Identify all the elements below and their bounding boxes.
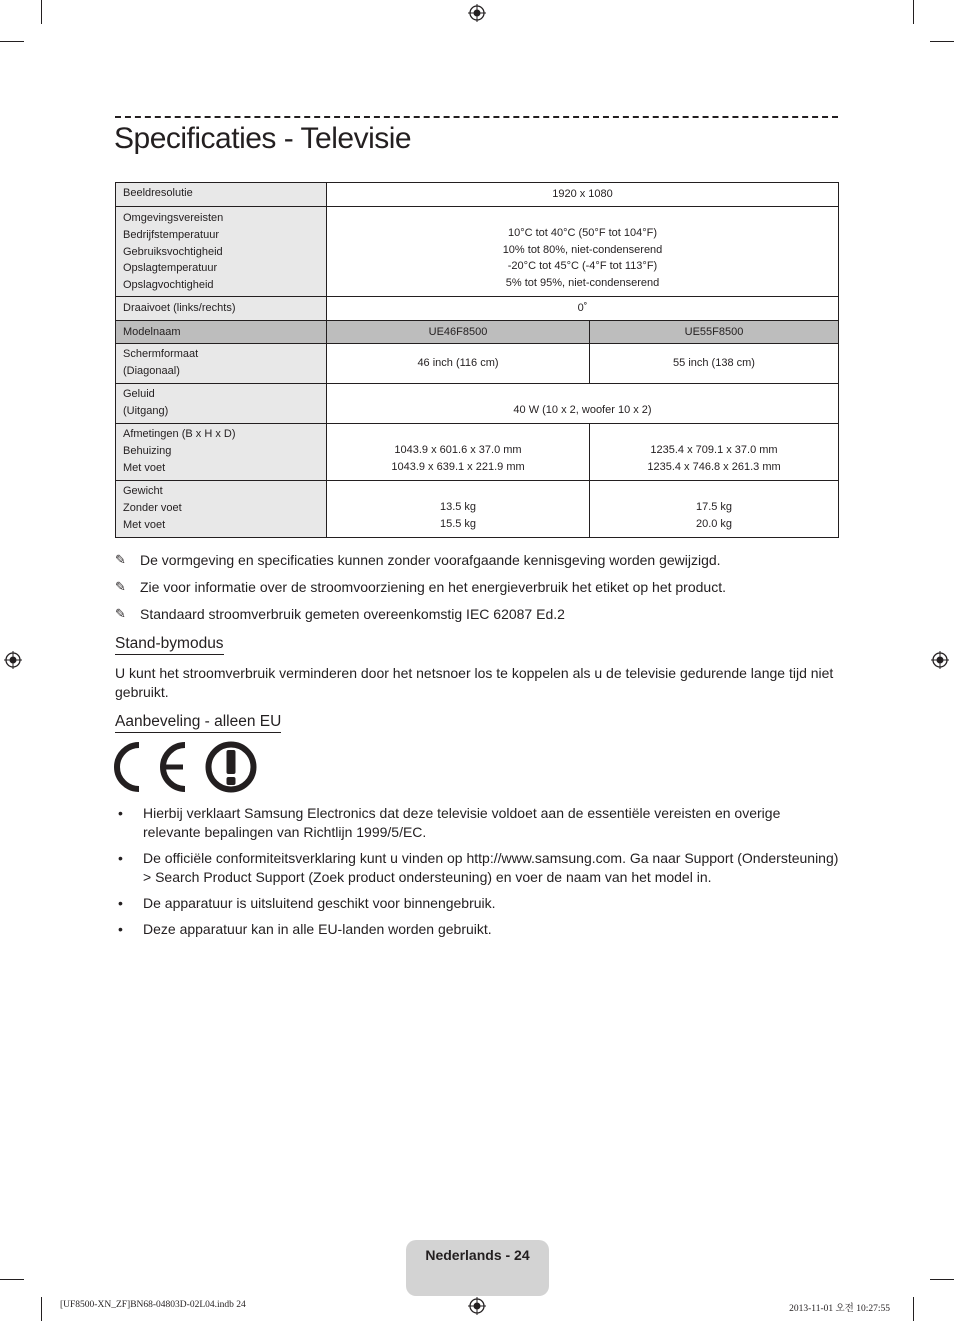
env-label-storage-temp: Opslagtemperatuur [123, 262, 218, 275]
note-item [115, 604, 839, 631]
standby-heading: Stand-bymodus [115, 635, 224, 655]
recommendation-heading: Aanbeveling - alleen EU [115, 713, 281, 733]
screen-size-label: Schermformaat [123, 347, 199, 360]
pencil-note-icon: ✎ [115, 552, 126, 567]
crop-mark [930, 41, 954, 42]
list-item [115, 804, 839, 842]
crop-mark [913, 1297, 914, 1321]
env-label-operating-humidity: Gebruiksvochtigheid [123, 245, 223, 258]
dimensions-label: Afmetingen (B x H x D) [123, 427, 236, 440]
weight-col1-stand: 15.5 kg [439, 518, 477, 531]
dimensions-col1 [327, 423, 590, 480]
table-row-model [116, 320, 839, 343]
dimensions-col1-stand: 1043.9 x 639.1 x 221.9 mm [391, 461, 525, 474]
list-item [115, 849, 839, 887]
row-label-environment [116, 207, 327, 297]
row-label-resolution: Beeldresolutie [116, 183, 327, 207]
screen-size-sublabel: (Diagonaal) [123, 364, 180, 377]
bullet-dot-icon: • [118, 921, 123, 937]
env-storage-temp: -20°C tot 45°C (-4°F tot 113°F) [507, 260, 658, 273]
row-label-weight [116, 480, 327, 537]
row-label-sound [116, 383, 327, 423]
env-label-storage-humidity: Opslagvochtigheid [123, 279, 214, 292]
file-slug: [UF8500-XN_ZF]BN68-04803D-02L04.indb 24 [60, 1300, 246, 1310]
dimensions-col2-stand: 1235.4 x 746.8 x 261.3 mm [647, 461, 781, 474]
table-row [116, 480, 839, 537]
crop-mark [41, 0, 42, 24]
env-storage-humidity: 5% tot 95%, niet-condenserend [505, 277, 660, 290]
crop-mark [0, 41, 24, 42]
page-number-label: Nederlands - 24 [425, 1247, 530, 1263]
weight-sublabel-no-stand: Zonder voet [123, 501, 182, 514]
registration-mark-icon [4, 651, 22, 669]
weight-col1-no-stand: 13.5 kg [439, 501, 477, 514]
pencil-note-icon: ✎ [115, 579, 126, 594]
pencil-note-icon: ✎ [115, 606, 126, 621]
list-item-text: De apparatuur is uitsluitend geschikt voor binnengebruik. [143, 895, 496, 911]
dimensions-sublabel-stand: Met voet [123, 461, 166, 474]
row-label-screen-size [116, 343, 327, 383]
registration-mark-icon [931, 651, 949, 669]
bullet-dot-icon: • [118, 805, 123, 821]
env-label-heading: Omgevingsvereisten [123, 212, 224, 224]
row-label-model: Modelnaam [116, 320, 327, 343]
row-label-dimensions [116, 423, 327, 480]
spec-table [115, 182, 839, 538]
standby-text: U kunt het stroomverbruik verminderen door het netsnoer los te koppelen als u de televisie gedurende lange tijd niet gebruikt. [115, 665, 834, 700]
env-operating-humidity: 10% tot 80%, niet-condenserend [502, 243, 663, 256]
table-row [116, 423, 839, 480]
page-number-tab [406, 1240, 549, 1296]
bullet-dot-icon: • [118, 895, 123, 911]
weight-label: Gewicht [123, 484, 163, 497]
dimensions-col2 [590, 423, 839, 480]
ce-mark-logo [113, 740, 263, 796]
table-row [116, 296, 839, 320]
crop-mark [930, 1279, 954, 1280]
registration-mark-icon [468, 1297, 486, 1315]
row-label-swivel: Draaivoet (links/rechts) [116, 296, 327, 320]
table-row [116, 343, 839, 383]
note-text: De vormgeving en specificaties kunnen zonder voorafgaande kennisgeving worden gewijzigd. [140, 552, 721, 568]
bullet-dot-icon: • [118, 850, 123, 866]
dimensions-col1-body: 1043.9 x 601.6 x 37.0 mm [394, 444, 522, 457]
sound-value: 40 W (10 x 2, woofer 10 x 2) [327, 383, 839, 423]
table-row [116, 183, 839, 207]
dimensions-sublabel-body: Behuizing [123, 444, 172, 457]
title-divider [115, 116, 838, 118]
crop-mark [913, 0, 914, 24]
list-item-text: De officiële conformiteitsverklaring kunt u vinden op http://www.samsung.com. Ga naar Support (Ondersteuning) > Search Product Support (Zoek product ondersteuning) en voer de naam van het model in. [143, 850, 839, 885]
env-label-operating-temp: Bedrijfstemperatuur [123, 228, 219, 241]
crop-mark [0, 1279, 24, 1280]
weight-sublabel-stand: Met voet [123, 518, 166, 531]
screen-size-col2: 55 inch (138 cm) [590, 343, 839, 383]
environment-values [327, 207, 839, 297]
list-item-text: Hierbij verklaart Samsung Electronics dat deze televisie voldoet aan de essentiële vereisten en overige relevante bepalingen van Richtlijn 1999/5/EC. [143, 805, 781, 840]
crop-mark [41, 1297, 42, 1321]
list-item [115, 920, 839, 939]
note-text: Zie voor informatie over de stroomvoorziening en het energieverbruik het etiket op het product. [140, 579, 726, 595]
notes-list [115, 550, 839, 631]
weight-col2-stand: 20.0 kg [695, 518, 733, 531]
weight-col2-no-stand: 17.5 kg [695, 501, 733, 514]
screen-size-col1: 46 inch (116 cm) [327, 343, 590, 383]
note-text: Standaard stroomverbruik gemeten overeenkomstig IEC 62087 Ed.2 [140, 606, 565, 622]
page-title: Specificaties - Televisie [114, 122, 412, 155]
declaration-list [115, 804, 839, 946]
list-item [115, 894, 839, 913]
registration-mark-icon [468, 4, 486, 22]
note-item [115, 577, 839, 604]
weight-col2 [590, 480, 839, 537]
list-item-text: Deze apparatuur kan in alle EU-landen worden gebruikt. [143, 921, 492, 937]
resolution-value: 1920 x 1080 [327, 183, 839, 207]
model-col2: UE55F8500 [590, 320, 839, 343]
table-row [116, 207, 839, 297]
weight-col1 [327, 480, 590, 537]
sound-sublabel: (Uitgang) [123, 404, 169, 417]
dimensions-col2-body: 1235.4 x 709.1 x 37.0 mm [650, 444, 778, 457]
swivel-value: 0˚ [327, 296, 839, 320]
timestamp-slug: 2013-11-01 오전 10:27:55 [789, 1304, 890, 1314]
model-col1: UE46F8500 [327, 320, 590, 343]
sound-label: Geluid [123, 387, 155, 400]
table-row [116, 383, 839, 423]
note-item [115, 550, 839, 577]
env-operating-temp: 10°C tot 40°C (50°F tot 104°F) [507, 226, 658, 239]
